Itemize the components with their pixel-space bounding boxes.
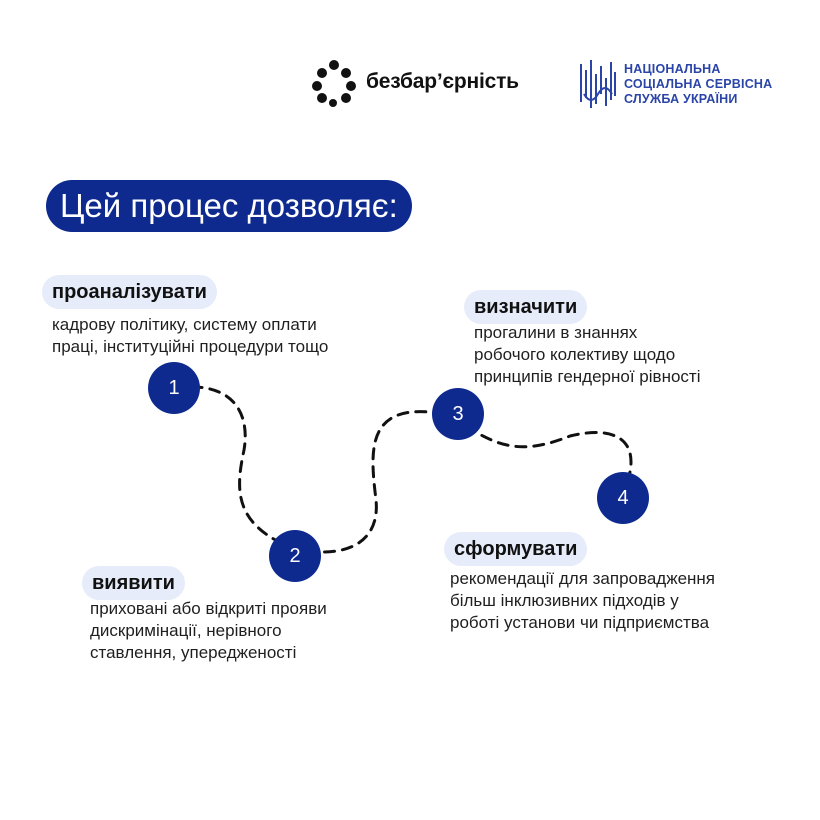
step-2-description: приховані або відкриті прояви дискримінації, нерівного ставлення, упередженості	[90, 599, 327, 662]
step-3-description: прогалини в знаннях робочого колективу щодо принципів гендерної рівності	[474, 323, 701, 386]
step-4-label: сформувати	[444, 532, 587, 566]
step-1-description: кадрову політику, систему оплати праці, інституційні процедури тощо	[52, 315, 329, 356]
step-2-label: виявити	[82, 566, 185, 600]
step-3-label: визначити	[464, 290, 587, 324]
step-1-label: проаналізувати	[42, 275, 217, 309]
step-1-circle: 1	[148, 362, 200, 414]
org-name: НАЦІОНАЛЬНА СОЦІАЛЬНА СЕРВІСНА СЛУЖБА УКРАЇНИ	[624, 61, 773, 106]
step-3-circle: 3	[432, 388, 484, 440]
step-2-circle: 2	[269, 530, 321, 582]
step-4-description: рекомендації для запровадження більш інклюзивних підходів у роботі установи чи підприємства	[450, 569, 716, 632]
step-4-circle: 4	[597, 472, 649, 524]
page-title: Цей процес дозволяє:	[46, 180, 412, 232]
brand-name: безбар’єрність	[366, 70, 519, 93]
